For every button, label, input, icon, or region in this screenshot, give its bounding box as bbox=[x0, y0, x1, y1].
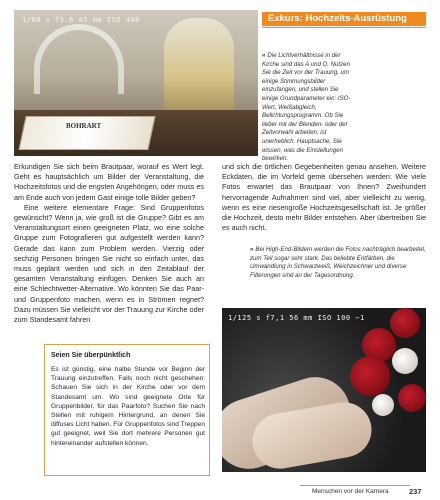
tip-text: Es ist günstig, eine halbe Stunde vor Beginn der Trauung einzutreffen. Falls noch nicht geschehen: Schauen Sie sich in der Kirche oder vor dem Standesamt um. Wo sind geeignete Orte für Gruppenbilder, für das Paarfoto? Suchen Sie nach Stellen mit ruhigem Hintergrund, an denen Sie diffuses Licht haben. Für Gruppenfotos sind Treppen gut geeignet, weil Sie dort mehrere Personen gut hintereinander aufstellen können. bbox=[51, 366, 205, 447]
exkurs-header: Exkurs: Hochzeits-Ausrüstung bbox=[262, 12, 426, 26]
photo-exif-bottom: 1/125 s f7,1 56 mm ISO 100 −1 bbox=[228, 314, 365, 322]
book-label: BOHRART bbox=[66, 122, 102, 130]
footer-section-title: Menschen vor der Kamera bbox=[312, 488, 389, 495]
caption-marker-top: « bbox=[262, 52, 266, 59]
rose-shape bbox=[350, 356, 390, 396]
rose-shape bbox=[398, 384, 426, 412]
footer-rule bbox=[300, 485, 410, 486]
body-column-left bbox=[14, 162, 204, 325]
church-interior-photo bbox=[14, 10, 258, 156]
exkurs-rule bbox=[262, 27, 426, 28]
photo-exif-top: 1/60 s f5.6 45 mm ISO 400 bbox=[22, 16, 140, 24]
wedding-hands-photo bbox=[222, 308, 426, 472]
church-arch-shape bbox=[34, 24, 124, 94]
rose-shape bbox=[390, 308, 420, 338]
body-paragraph: Eine weitere elementare Frage: Sind Gruppenfotos gewünscht? Wenn ja, wie groß ist die Gruppe? Gibt es am Veranstaltungsort einen geeigneten Platz, wo eine solche Gruppe zum Fotografieren gut aufgestellt werden kann? Gerade das kann zum Problem werden. Vierzig oder sechzig Personen bringen Sie nicht so einfach unter, das muss geplant werden und sich in den Zeitablauf der gesamten Veranstaltung einfügen. Denken Sie auch an eine Schlechtwetter-Alternative. Wo könnten Sie das Paar- und Gruppenfoto machen, wenn es in Strömen regnet? Dazu müssen Sie vielleicht vor der Trauung zur Kirche oder zum Standesamt fahren bbox=[14, 202, 204, 325]
white-flower-shape bbox=[392, 348, 418, 374]
caption-bottom-text: Bei High-End-Bildern werden die Fotos nachträglich bearbeitet, zum Teil sogar sehr stark. Das beliebte Entfärben, die Umwandlung in Schwarzweiß, Weichzeichner und diverse Filterungen sind an der Tagesordnung. bbox=[250, 246, 426, 279]
tip-box bbox=[44, 344, 210, 476]
body-paragraph: und sich die örtlichen Gegebenheiten genau ansehen. Weitere Eckdaten, die im Vorfeld geme übersehen werden: Wie viele Fotos erwartet das Brautpaar von Ihnen? Zweihundert hervorragende Aufnahmen sind viel, aber vielleicht zu wenig, wenn es eine riesengroße Hochzeitsgesellschaft ist. Je größer die Hochzeit, desto mehr Bilder entstehen. Aber übertreiben Sie es auch nicht. bbox=[222, 162, 426, 233]
page-number: 237 bbox=[409, 487, 422, 496]
tip-title: Seien Sie überpünktlich bbox=[51, 352, 131, 359]
caption-top-text: Die Lichtverhältnisse in der Kirche sind das A und O. Nutzen Sie die Zeit vor der Trauung, um einige Stimmungsbilder einzufangen, und stellen Sie einige Grundparameter ein: ISO-Wert, Weißabgleich, Belichtungsprogramm. Ob Sie lieber mit der Blenden- oder der Zeitvorwahl arbeiten, ist unerheblich. Hauptsache, Sie wissen, was die Einstellungen bewirken. bbox=[262, 52, 351, 163]
caption-bottom bbox=[250, 246, 426, 280]
body-column-right bbox=[222, 162, 426, 233]
white-flower-shape bbox=[372, 394, 394, 416]
caption-marker-bottom: » bbox=[250, 246, 254, 253]
body-paragraph: Erkundigen Sie sich beim Brautpaar, worauf es Wert legt. Geht es hauptsächlich um Bilder der Veranstaltung, die Hochzeitsfotos und die engsten Angehörigen, oder muss es am Ende auch von jedem Gast einige tolle Bilder geben? bbox=[14, 162, 204, 202]
caption-top bbox=[262, 52, 352, 164]
